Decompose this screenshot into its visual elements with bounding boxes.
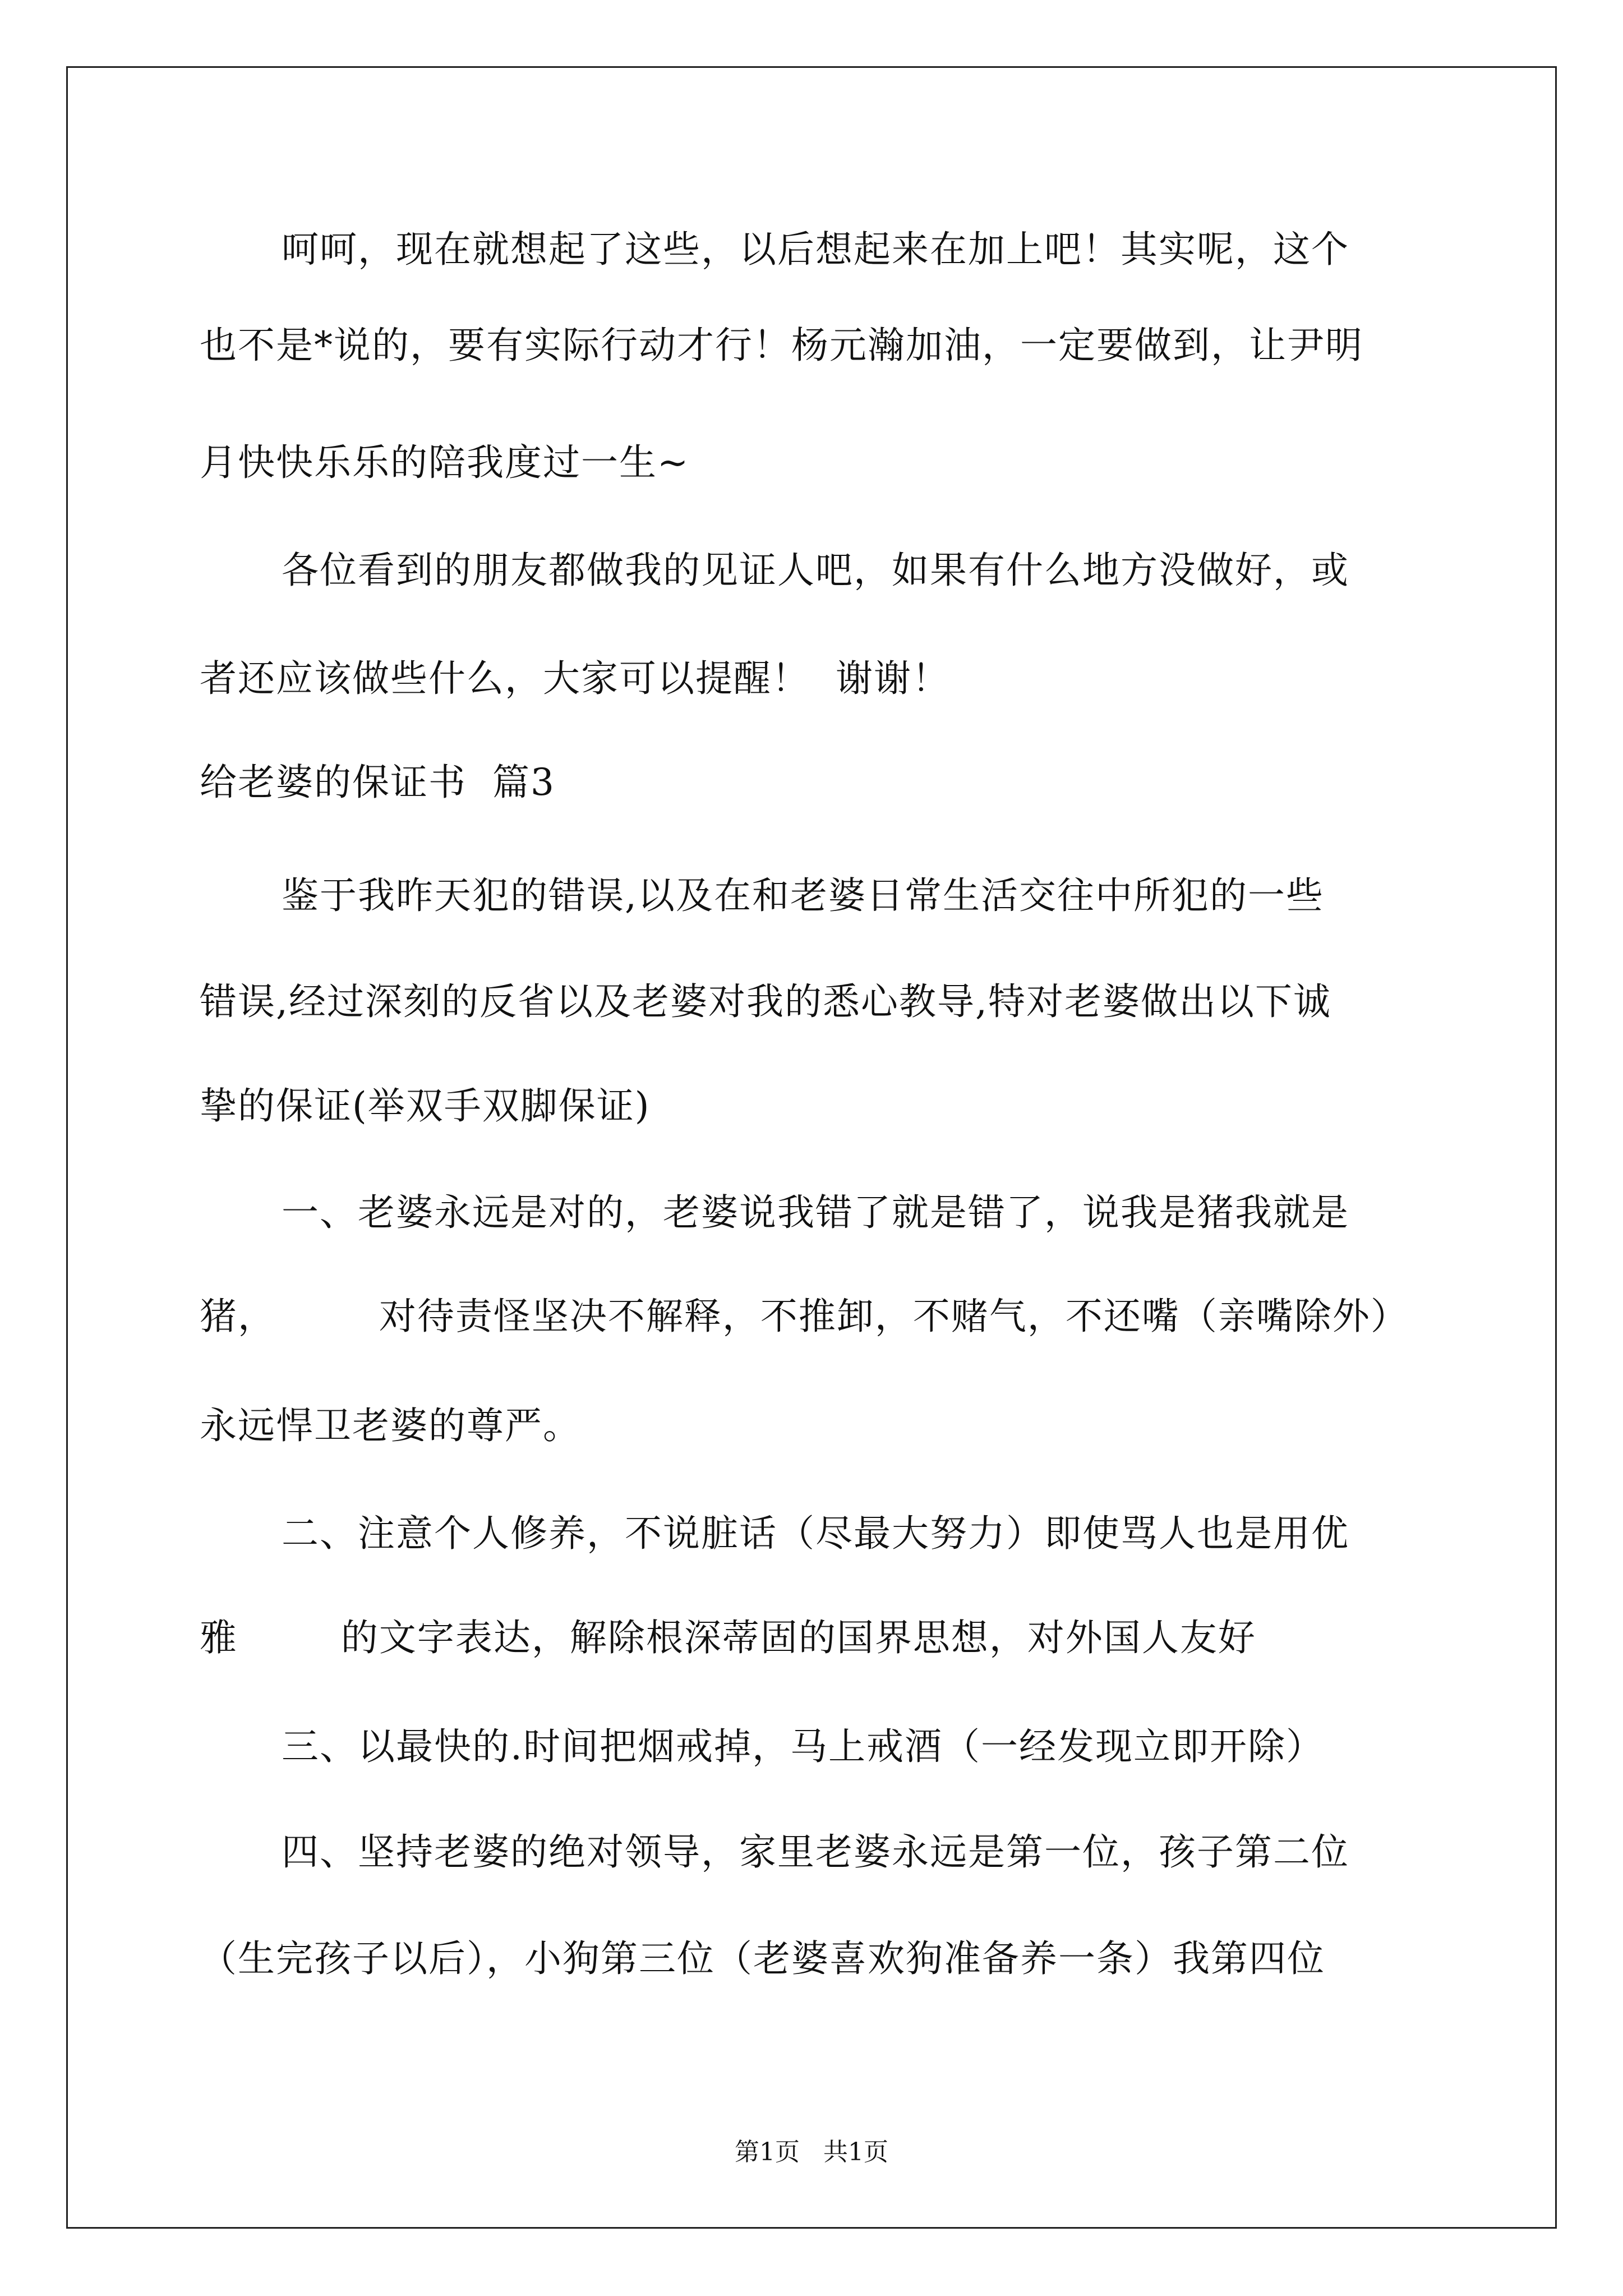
page-number-footer: 第1页 共1页 [735, 2138, 888, 2166]
paragraph-line: （生完孩子以后），小狗第三位（老婆喜欢狗准备养一条）我第四位 [200, 1937, 1325, 1980]
paragraph-line: 一、老婆永远是对的，老婆说我错了就是错了，说我是猪我就是 [282, 1191, 1349, 1234]
paragraph-line: 三、以最快的.时间把烟戒掉，马上戒酒（一经发现立即开除） [282, 1725, 1324, 1768]
paragraph-line: 二、注意个人修养，不说脏话（尽最大努力）即使骂人也是用优 [282, 1512, 1349, 1555]
paragraph-line: 永远悍卫老婆的尊严。 [200, 1404, 581, 1447]
paragraph-line: 挚的保证(举双手双脚保证) [200, 1084, 651, 1128]
page-border [66, 66, 1557, 2229]
paragraph-line: 猪， 对待责怪坚决不解释，不推卸，不赌气，不还嘴（亲嘴除外） [200, 1295, 1409, 1338]
paragraph-line: 月快快乐乐的陪我度过一生~ [200, 441, 690, 484]
section-heading: 给老婆的保证书 篇3 [200, 761, 555, 804]
paragraph-line: 呵呵，现在就想起了这些，以后想起来在加上吧！其实呢，这个 [282, 228, 1349, 271]
paragraph-line: 各位看到的朋友都做我的见证人吧，如果有什么地方没做好，或 [282, 549, 1349, 592]
paragraph-line: 雅 的文字表达，解除根深蒂固的国界思想，对外国人友好 [200, 1616, 1256, 1659]
paragraph-line: 鉴于我昨天犯的错误,以及在和老婆日常生活交往中所犯的一些 [282, 874, 1324, 917]
paragraph-line: 也不是*说的，要有实际行动才行！杨元瀚加油，一定要做到，让尹明 [200, 324, 1363, 367]
paragraph-line: 四、坚持老婆的绝对领导，家里老婆永远是第一位，孩子第二位 [282, 1830, 1349, 1874]
paragraph-line: 错误,经过深刻的反省以及老婆对我的悉心教导,特对老婆做出以下诚 [200, 980, 1331, 1023]
paragraph-line: 者还应该做些什么，大家可以提醒！ 谢谢！ [200, 657, 950, 700]
